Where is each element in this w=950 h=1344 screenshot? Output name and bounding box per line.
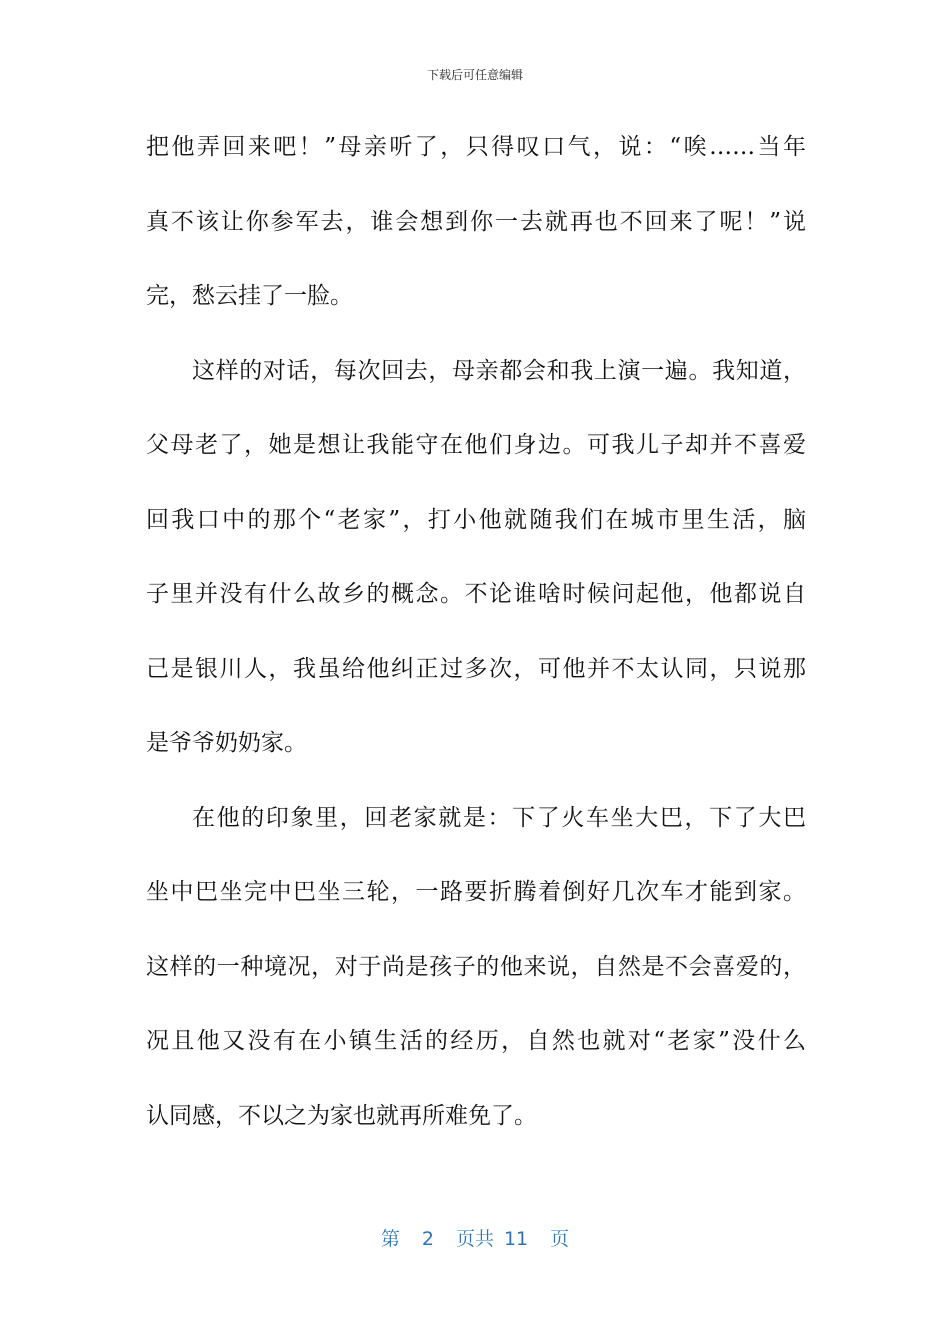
- text-line: 这样的对话，每次回去，母亲都会和我上演一遍。我知道，: [192, 357, 806, 384]
- footer-suffix: 页: [550, 1228, 570, 1250]
- text-line: 坐中巴坐完中巴坐三轮，一路要折腾着倒好几次车才能到家。: [146, 879, 806, 905]
- text-line: 这样的一种境况，对于尚是孩子的他来说，自然是不会喜爱的，: [146, 953, 806, 980]
- page-header: 下载后可任意编辑: [426, 68, 523, 82]
- current-page-number: 2: [421, 1228, 434, 1250]
- text-line: 认同感，不以之为家也就再所难免了。: [146, 1102, 537, 1129]
- text-line: 是爷爷奶奶家。: [146, 730, 307, 756]
- text-line: 真不该让你参军去，谁会想到你一去就再也不回来了呢！”说: [146, 208, 806, 235]
- page-footer: [0, 1226, 950, 1252]
- text-line: 己是银川人，我虽给他纠正过多次，可他并不太认同，只说那: [146, 655, 806, 682]
- footer-prefix: 第: [380, 1228, 400, 1250]
- text-line: 子里并没有什么故乡的概念。不论谁啥时候问起他，他都说自: [146, 581, 806, 607]
- total-pages-number: 11: [503, 1228, 529, 1250]
- text-line: 在他的印象里，回老家就是：下了火车坐大巴，下了大巴: [192, 804, 806, 831]
- body-text: [146, 124, 806, 1167]
- text-line: 父母老了，她是想让我能守在他们身边。可我儿子却并不喜爱: [146, 432, 806, 458]
- text-line: 况且他又没有在小镇生活的经历，自然也就对“老家”没什么: [146, 1028, 806, 1054]
- text-line: 完，愁云挂了一脸。: [146, 283, 353, 309]
- text-line: 把他弄回来吧！”母亲听了，只得叹口气，说：“唉……当年: [146, 134, 806, 160]
- footer-middle: 页共: [455, 1228, 494, 1250]
- text-line: 回我口中的那个“老家”，打小他就随我们在城市里生活，脑: [146, 506, 806, 533]
